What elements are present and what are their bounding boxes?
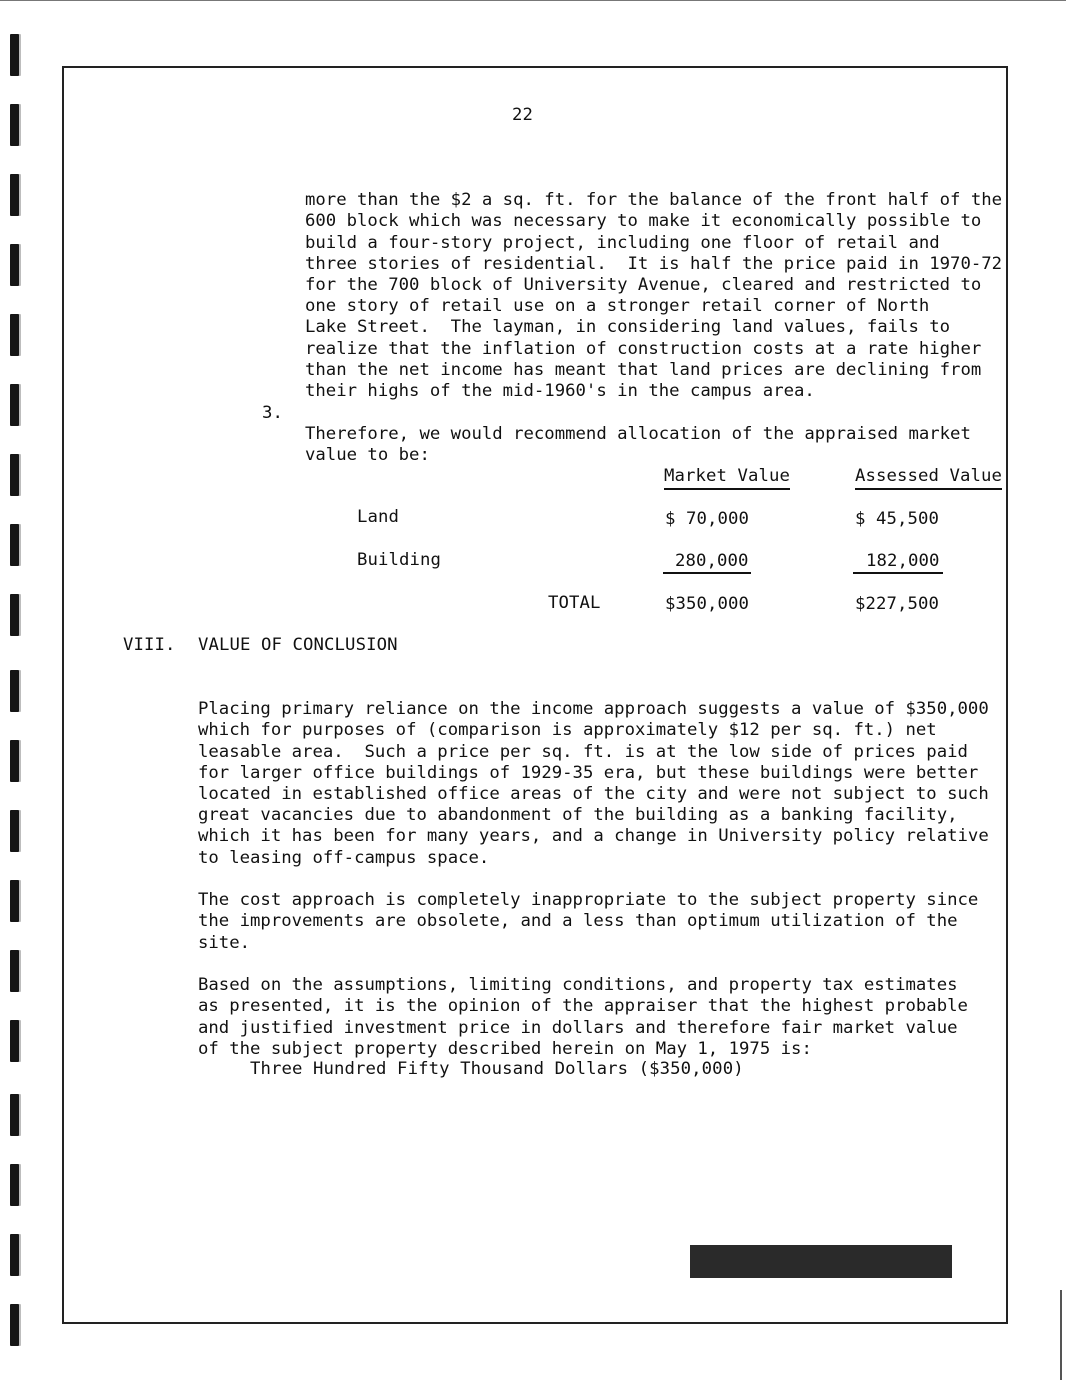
- section-title: VALUE OF CONCLUSION: [198, 635, 398, 655]
- binding-hole: [10, 810, 19, 852]
- text-line: for larger office buildings of 1929-35 era, but these buildings were better: [198, 762, 979, 783]
- text-line: Lake Street. The layman, in considering land values, fails to: [305, 317, 951, 338]
- binding-hole: [10, 740, 19, 782]
- binding-hole: [10, 34, 19, 76]
- text-line: one story of retail use on a stronger retail corner of North: [305, 296, 930, 317]
- text-line: Therefore, we would recommend allocation of the appraised market: [305, 424, 971, 445]
- text-line: and justified investment price in dollars and therefore fair market value: [198, 1017, 958, 1038]
- total-label: TOTAL: [548, 593, 601, 613]
- binding-holes: [8, 0, 28, 1380]
- binding-hole: [10, 1234, 19, 1276]
- text-line: more than the $2 a sq. ft. for the balance of the front half of the: [305, 190, 1003, 211]
- text-line: realize that the inflation of construction costs at a rate higher: [305, 338, 982, 359]
- text-line: Placing primary reliance on the income approach suggests a value of $350,000: [198, 699, 989, 720]
- binding-hole: [10, 1304, 19, 1346]
- text-line: which it has been for many years, and a change in University policy relative: [198, 826, 989, 847]
- market-value-header: [664, 466, 790, 490]
- total-market-value: $350,000: [665, 594, 750, 614]
- binding-hole: [10, 670, 19, 712]
- scan-right-edge: [1060, 1290, 1062, 1380]
- building-market-value: 280,000: [675, 551, 749, 571]
- assessed-subtotal-rule: [853, 572, 943, 574]
- text-line: which for purposes of (comparison is approximately $12 per sq. ft.) net: [198, 720, 937, 741]
- text-line: the improvements are obsolete, and a less than optimum utilization of the: [198, 911, 958, 932]
- paragraph-income-approach: [198, 678, 989, 869]
- text-line: of the subject property described herein on May 1, 1975 is:: [198, 1038, 812, 1059]
- text-line: great vacancies due to abandonment of the building as a banking facility,: [198, 805, 958, 826]
- binding-hole: [10, 524, 19, 566]
- assessed-value-header: [855, 466, 1002, 490]
- text-line: three stories of residential. It is half the price paid in 1970-72: [305, 253, 1003, 274]
- market-subtotal-rule: [663, 572, 751, 574]
- binding-hole: [10, 314, 19, 356]
- assessed-value-header-text: Assessed Value: [855, 466, 1002, 490]
- item-3-number: 3.: [262, 403, 284, 423]
- item-3-text: [305, 403, 971, 467]
- text-line: The cost approach is completely inappropriate to the subject property since: [198, 890, 979, 911]
- paragraph-land-values: [305, 169, 1008, 402]
- text-line: to leasing off-campus space.: [198, 847, 490, 868]
- text-line: Based on the assumptions, limiting conditions, and property tax estimates: [198, 975, 958, 996]
- final-value-statement: Three Hundred Fifty Thousand Dollars ($350,000): [250, 1059, 744, 1079]
- text-line: leasable area. Such a price per sq. ft. is at the low side of prices paid: [198, 741, 968, 762]
- land-market-value: $ 70,000: [665, 509, 750, 529]
- page-number: 22: [512, 105, 534, 125]
- paragraph-cost-approach: [198, 869, 978, 954]
- text-line: site.: [198, 932, 251, 953]
- binding-hole: [10, 384, 19, 426]
- binding-hole: [10, 1020, 19, 1062]
- section-numeral: VIII.: [123, 635, 176, 655]
- binding-hole: [10, 454, 19, 496]
- redacted-signature-block: [690, 1245, 952, 1278]
- binding-hole: [10, 1164, 19, 1206]
- binding-hole: [10, 1094, 19, 1136]
- building-assessed-value: 182,000: [866, 551, 940, 571]
- text-line: for the 700 block of University Avenue, cleared and restricted to: [305, 275, 982, 296]
- text-line: build a four-story project, including one floor of retail and: [305, 232, 940, 253]
- binding-hole: [10, 950, 19, 992]
- text-line: located in established office areas of the city and were not subject to such: [198, 784, 989, 805]
- text-line: value to be:: [305, 445, 430, 466]
- text-line: as presented, it is the opinion of the appraiser that the highest probable: [198, 996, 968, 1017]
- binding-hole: [10, 244, 19, 286]
- binding-hole: [10, 594, 19, 636]
- paragraph-opinion: [198, 954, 968, 1060]
- total-assessed-value: $227,500: [855, 594, 940, 614]
- land-label: Land: [357, 507, 400, 527]
- building-label: Building: [357, 550, 442, 570]
- binding-hole: [10, 880, 19, 922]
- binding-hole: [10, 104, 19, 146]
- scan-top-edge: [0, 0, 1066, 1]
- land-assessed-value: $ 45,500: [855, 509, 940, 529]
- text-line: 600 block which was necessary to make it economically possible to: [305, 211, 982, 232]
- text-line: than the net income has meant that land prices are declining from: [305, 359, 982, 380]
- binding-hole: [10, 174, 19, 216]
- text-line: their highs of the mid-1960's in the campus area.: [305, 381, 815, 402]
- market-value-header-text: Market Value: [664, 466, 790, 490]
